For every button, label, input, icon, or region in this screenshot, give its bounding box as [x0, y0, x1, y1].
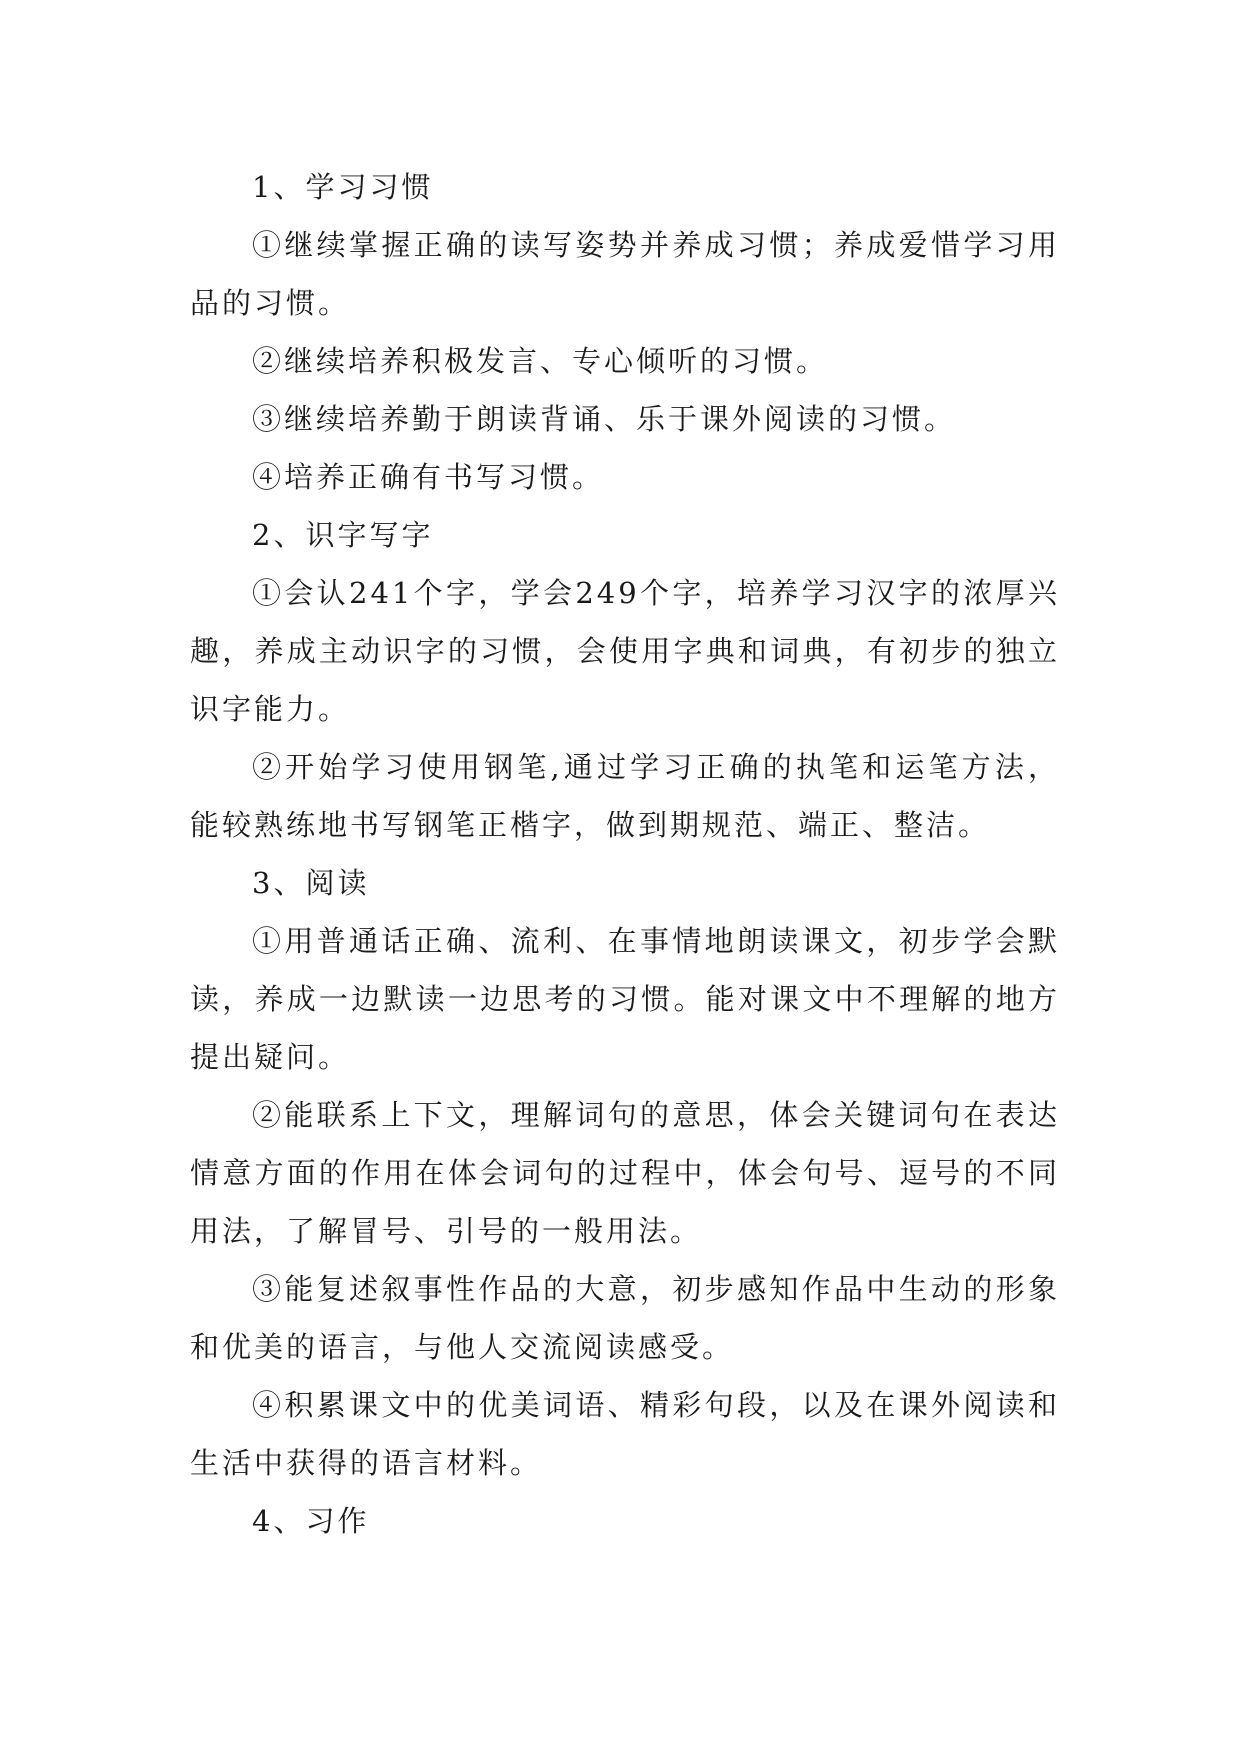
paragraph-habit-3: ③继续培养勤于朗读背诵、乐于课外阅读的习惯。 [252, 402, 957, 436]
paragraph-habit-4: ④培养正确有书写习惯。 [252, 460, 605, 494]
paragraph-habit-2: ②继续培养积极发言、专心倾听的习惯。 [252, 344, 829, 378]
document-body [190, 158, 1060, 1550]
paragraph-habit-1: ①继续掌握正确的读写姿势并养成习惯；养成爱惜学习用品的习惯。 [190, 228, 1060, 320]
paragraph-reading-2: ②能联系上下文，理解词句的意思，体会关键词句在表达情意方面的作用在体会词句的过程中，体会句号、逗号的不同用法，了解冒号、引号的一般用法。 [190, 1098, 1060, 1248]
paragraph-literacy-2: ②开始学习使用钢笔,通过学习正确的执笔和运笔方法，能较熟练地书写钢笔正楷字，做到期规范、端正、整洁。 [190, 750, 1060, 842]
paragraph-reading-1: ①用普通话正确、流利、在事情地朗读课文，初步学会默读，养成一边默读一边思考的习惯。能对课文中不理解的地方提出疑问。 [190, 924, 1060, 1074]
section-heading-writing: 4、习作 [252, 1504, 370, 1538]
section-heading-literacy: 2、识字写字 [252, 518, 434, 552]
section-heading-reading: 3、阅读 [252, 866, 370, 900]
paragraph-reading-4: ④积累课文中的优美词语、精彩句段，以及在课外阅读和生活中获得的语言材料。 [190, 1388, 1060, 1480]
paragraph-reading-3: ③能复述叙事性作品的大意，初步感知作品中生动的形象和优美的语言，与他人交流阅读感受。 [190, 1272, 1060, 1364]
section-heading-habits: 1、学习习惯 [252, 170, 434, 204]
paragraph-literacy-1: ①会认241个字，学会249个字，培养学习汉字的浓厚兴趣，养成主动识字的习惯，会使用字典和词典，有初步的独立识字能力。 [190, 576, 1060, 726]
